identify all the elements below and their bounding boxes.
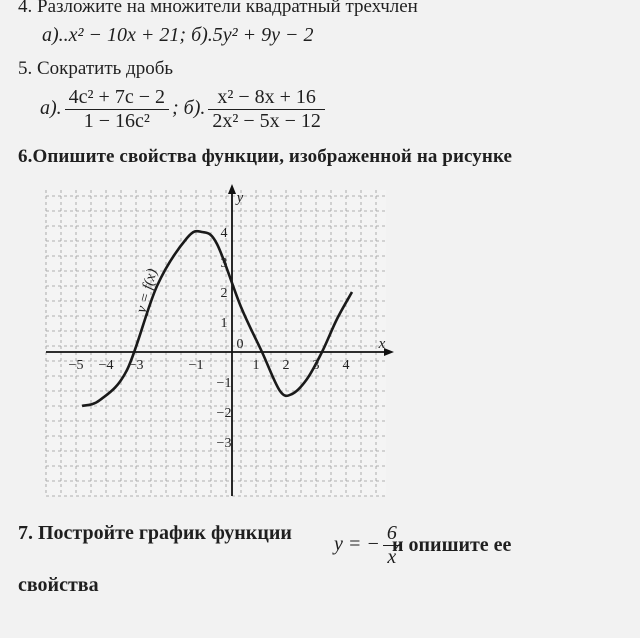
task4-expressions: а)..x² − 10x + 21; б).5y² + 9y − 2 <box>42 24 314 46</box>
y-axis-arrow <box>228 184 236 194</box>
task7-denominator: x <box>387 546 397 568</box>
y-axis-label: y <box>236 190 244 206</box>
task6-title: 6.Опишите свойства функции, изображенной на рисунке <box>18 146 513 167</box>
task7-tail: и опишите ее <box>392 534 512 556</box>
y-tick-label: −2 <box>216 406 232 421</box>
x-tick-label: −1 <box>188 358 204 373</box>
task7-line2: свойства <box>18 574 99 596</box>
y-tick-label: −1 <box>216 376 232 391</box>
task7-eq-prefix: y = − <box>334 533 380 556</box>
function-label: y = f(x) <box>133 267 161 315</box>
y-tick-label: 3 <box>220 256 228 271</box>
x-tick-label: 3 <box>312 358 320 373</box>
x-tick-label: 2 <box>282 358 290 373</box>
y-tick-label: −3 <box>216 436 232 451</box>
x-axis-arrow <box>384 348 394 356</box>
task5-a-numerator: 4c² + 7c − 2 <box>65 86 169 110</box>
y-tick-label: 1 <box>220 316 228 331</box>
y-tick-label: 4 <box>220 226 228 241</box>
task4-title: 4. Разложите на множители квадратный трехчлен <box>18 0 418 17</box>
x-tick-label: −3 <box>128 358 144 373</box>
x-tick-label: −5 <box>68 358 84 373</box>
task5-b-numerator: x² − 8x + 16 <box>208 86 325 110</box>
x-tick-label: 1 <box>252 358 260 373</box>
origin-label: 0 <box>236 337 244 352</box>
x-tick-label: 4 <box>342 358 350 373</box>
task7-numerator: 6 <box>383 522 401 546</box>
task5-title: 5. Сократить дробь <box>18 58 174 79</box>
task5-a-label: а). <box>40 97 62 120</box>
x-axis-label: x <box>378 336 386 352</box>
y-tick-label: 2 <box>220 286 228 301</box>
task5-a-denominator: 1 − 16c² <box>83 110 150 132</box>
task5-b-label: ; б). <box>171 97 206 120</box>
x-tick-label: −4 <box>98 358 114 373</box>
task5-b-denominator: 2x² − 5x − 12 <box>212 110 321 132</box>
task7-title: 7. Постройте график функции <box>18 522 292 544</box>
